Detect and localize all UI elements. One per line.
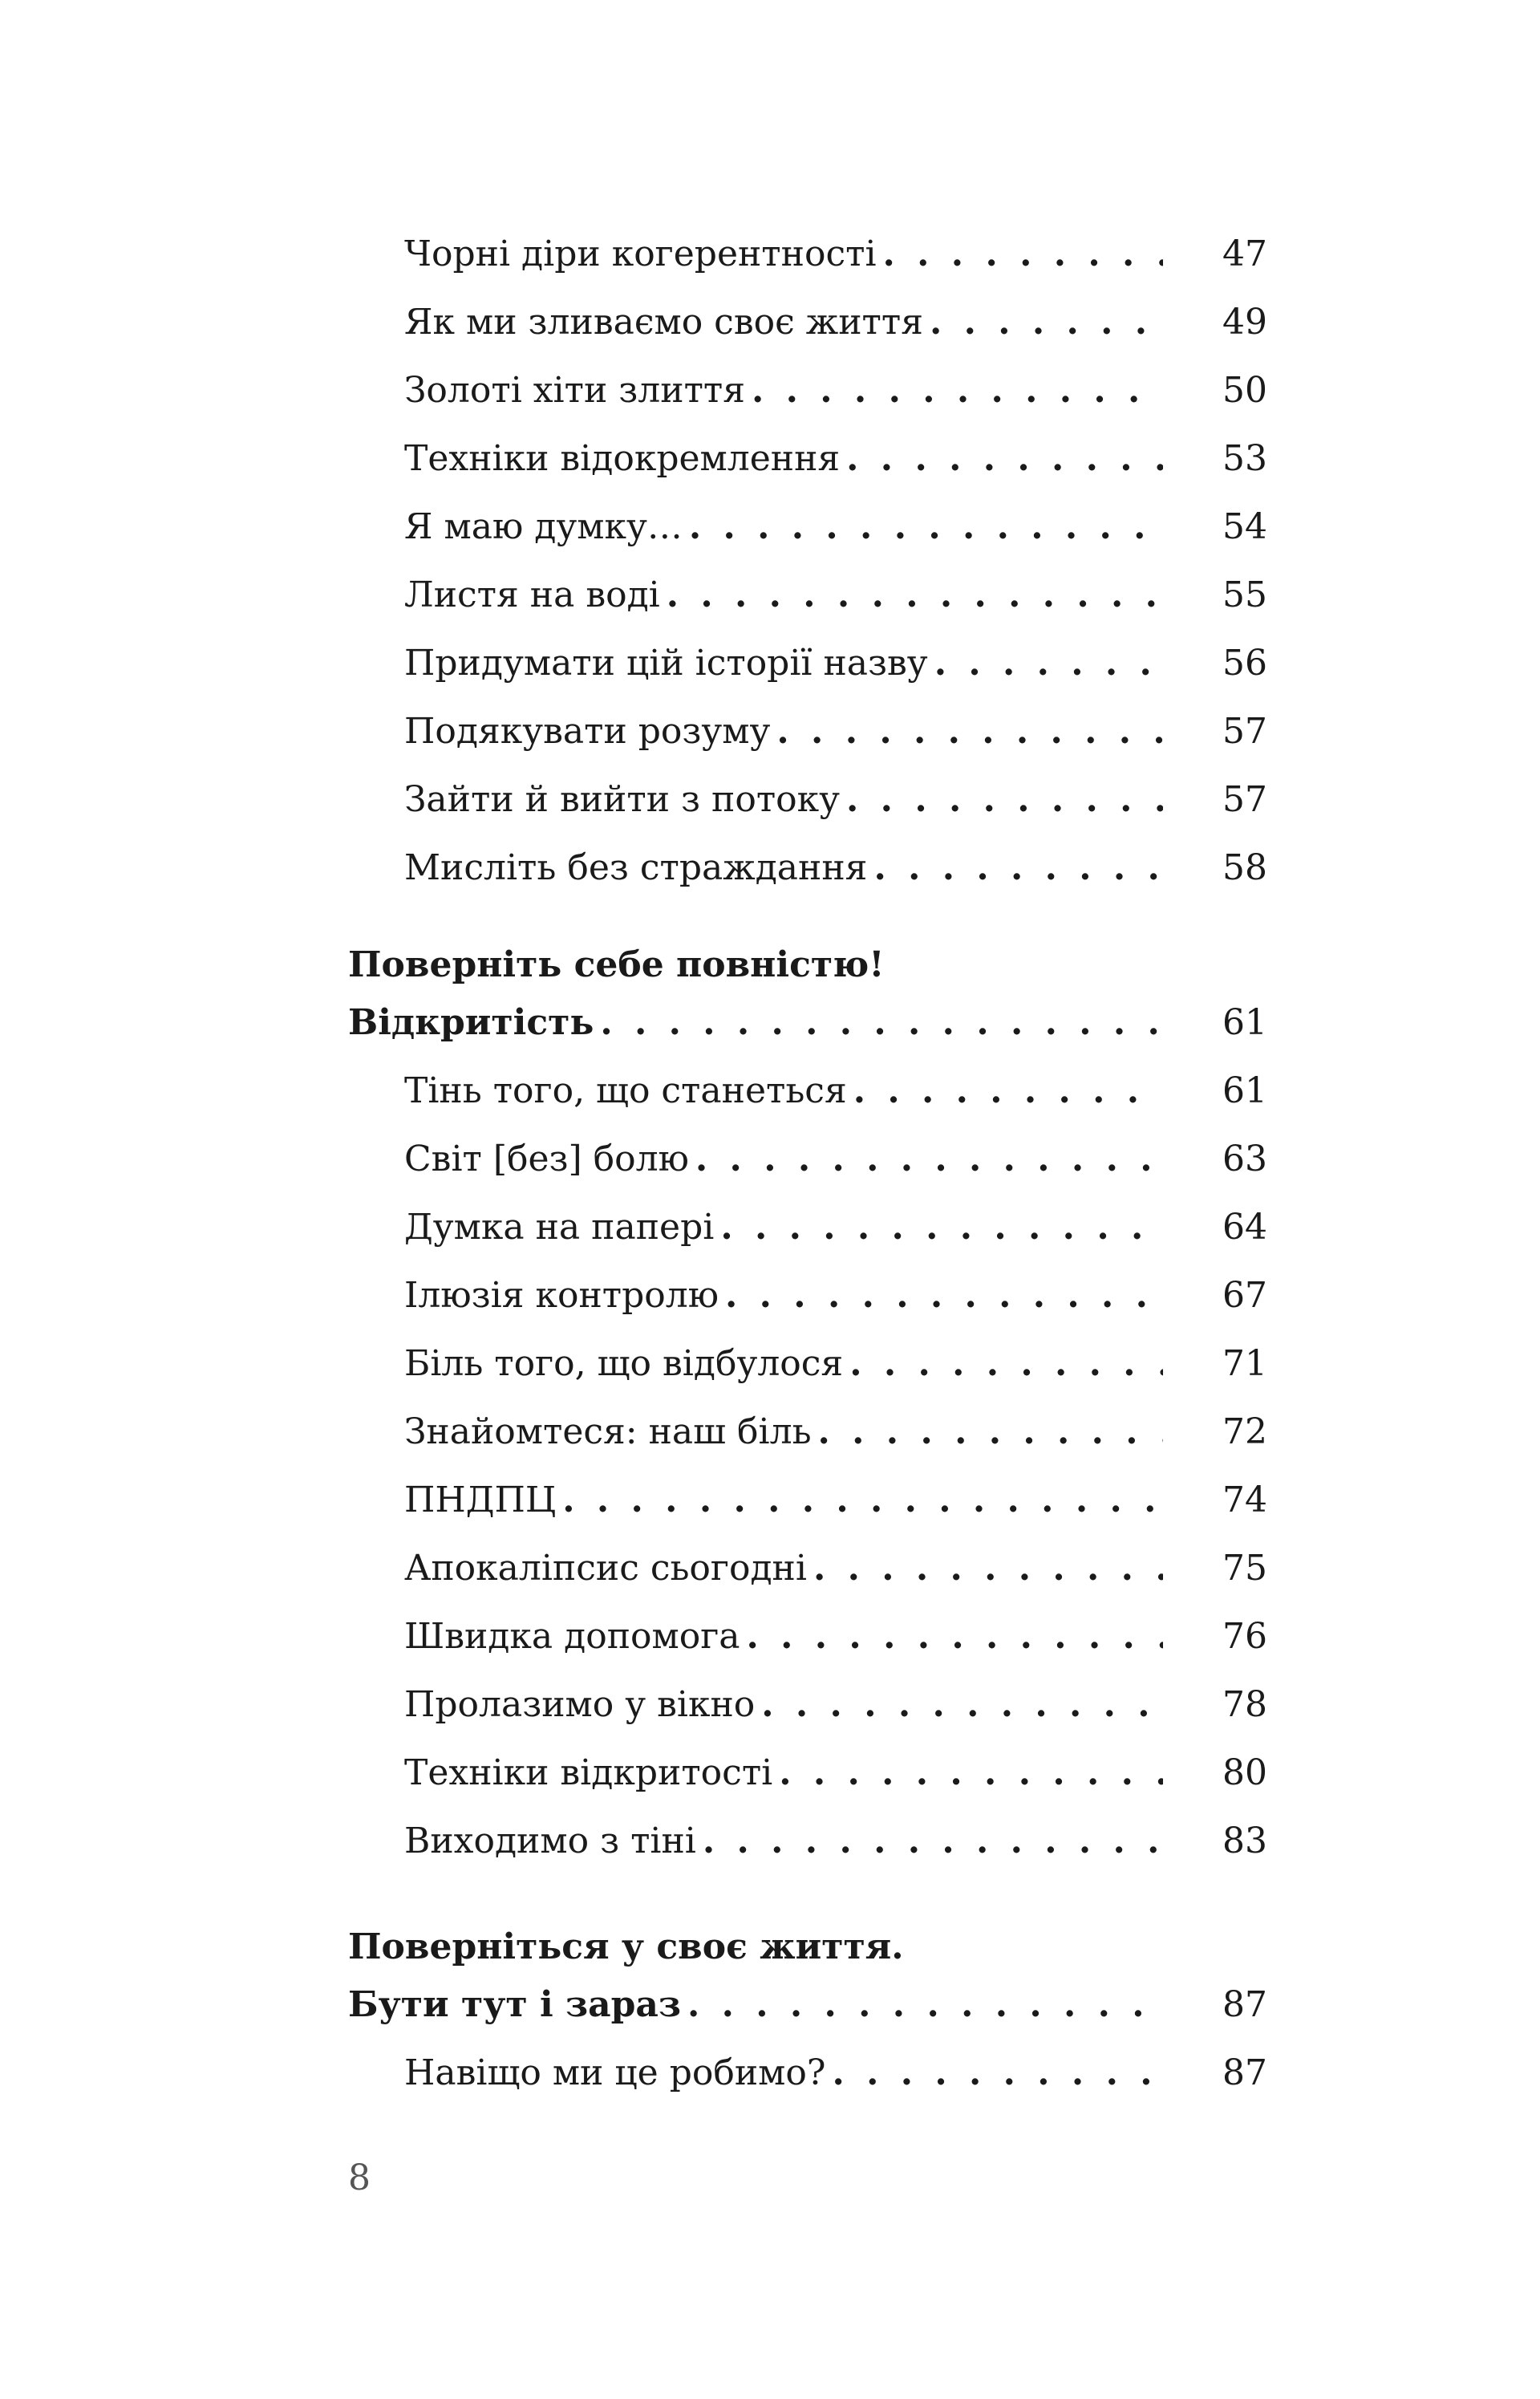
toc-section-title: Бути тут і зараз bbox=[348, 1984, 681, 2025]
toc-section-page: 61 bbox=[1222, 1002, 1267, 1043]
toc-entry bbox=[404, 294, 1267, 351]
toc-entry-title: Золоті хіти злиття bbox=[404, 370, 746, 411]
toc-entry-title: Зайти й вийти з потоку bbox=[404, 779, 841, 820]
toc-leader-dots bbox=[761, 1677, 1163, 1733]
toc-entry bbox=[404, 226, 1267, 282]
section-heading: Поверніть себе повністю! bbox=[348, 944, 885, 985]
page-number: 8 bbox=[348, 2157, 371, 2198]
toc-entry bbox=[404, 1131, 1267, 1187]
toc-entry-page: 71 bbox=[1222, 1343, 1267, 1384]
toc-entry-title: ПНДПЦ bbox=[404, 1480, 557, 1520]
toc-leader-dots bbox=[873, 840, 1163, 896]
toc-entry-page: 53 bbox=[1222, 438, 1267, 479]
toc-entry bbox=[404, 1404, 1267, 1460]
toc-entry-page: 78 bbox=[1222, 1684, 1267, 1725]
toc-entry-page: 47 bbox=[1222, 233, 1267, 274]
toc-entry-title: Навіщо ми це робимо? bbox=[404, 2052, 826, 2093]
toc-entry-title: Думка на папері bbox=[404, 1207, 715, 1248]
toc-entry bbox=[404, 499, 1267, 555]
toc-entry bbox=[404, 567, 1267, 623]
toc-entry-title: Техніки відкритості bbox=[404, 1752, 773, 1793]
toc-section-title: Відкритість bbox=[348, 1002, 594, 1043]
toc-entry-title: Листя на воді bbox=[404, 574, 660, 615]
toc-entry-title: Я маю думку… bbox=[404, 506, 683, 547]
toc-leader-dots bbox=[720, 1200, 1163, 1256]
toc-entry-title: Чорні діри когерентності bbox=[404, 233, 877, 274]
toc-entry bbox=[404, 1813, 1267, 1869]
toc-entry-page: 57 bbox=[1222, 779, 1267, 820]
toc-leader-dots bbox=[813, 1540, 1163, 1597]
toc-entry-title: Знайомтеся: наш біль bbox=[404, 1411, 812, 1452]
toc-entry-title: Світ [без] болю bbox=[404, 1139, 689, 1179]
toc-section-entry bbox=[348, 995, 1267, 1051]
toc-leader-dots bbox=[667, 567, 1163, 623]
toc-entry bbox=[404, 635, 1267, 692]
toc-entry-page: 61 bbox=[1222, 1070, 1267, 1111]
toc-leader-dots bbox=[846, 772, 1163, 828]
toc-entry-page: 56 bbox=[1222, 643, 1267, 684]
toc-entry-page: 87 bbox=[1222, 2052, 1267, 2093]
toc-entry-title: Подякувати розуму bbox=[404, 711, 771, 752]
toc-entry-title: Придумати цій історії назву bbox=[404, 643, 928, 684]
toc-entry-page: 76 bbox=[1222, 1616, 1267, 1657]
toc-entry-page: 83 bbox=[1222, 1821, 1267, 1861]
toc-entry bbox=[404, 363, 1267, 419]
toc-leader-dots bbox=[779, 1745, 1163, 1801]
toc-leader-dots bbox=[776, 704, 1163, 760]
toc-entry-page: 49 bbox=[1222, 302, 1267, 343]
toc-entry-title: Мисліть без страждання bbox=[404, 847, 868, 888]
toc-leader-dots bbox=[818, 1404, 1163, 1460]
toc-entry bbox=[404, 1200, 1267, 1256]
toc-entry-page: 57 bbox=[1222, 711, 1267, 752]
toc-section-page: 87 bbox=[1222, 1984, 1267, 2025]
toc-entry-title: Ілюзія контролю bbox=[404, 1275, 719, 1316]
toc-entry bbox=[404, 772, 1267, 828]
toc-entry bbox=[404, 1063, 1267, 1119]
toc-entry bbox=[404, 1609, 1267, 1665]
toc-leader-dots bbox=[846, 431, 1163, 487]
toc-entry-page: 58 bbox=[1222, 847, 1267, 888]
toc-entry-page: 80 bbox=[1222, 1752, 1267, 1793]
toc-entry bbox=[404, 1336, 1267, 1392]
toc-entry-title: Пролазимо у вікно bbox=[404, 1684, 756, 1725]
toc-leader-dots bbox=[752, 363, 1163, 419]
toc-leader-dots bbox=[725, 1268, 1163, 1324]
toc-entry-page: 54 bbox=[1222, 506, 1267, 547]
toc-leader-dots bbox=[695, 1131, 1163, 1187]
toc-leader-dots bbox=[689, 499, 1163, 555]
toc-entry bbox=[404, 1540, 1267, 1597]
toc-entry-page: 50 bbox=[1222, 370, 1267, 411]
toc-entry bbox=[404, 1677, 1267, 1733]
toc-leader-dots bbox=[562, 1472, 1163, 1528]
toc-entry-page: 67 bbox=[1222, 1275, 1267, 1316]
toc-entry bbox=[404, 1268, 1267, 1324]
toc-leader-dots bbox=[832, 2045, 1163, 2101]
toc-leader-dots bbox=[930, 294, 1163, 351]
toc-entry-title: Апокаліпсис сьогодні bbox=[404, 1548, 807, 1589]
toc-leader-dots bbox=[703, 1813, 1163, 1869]
toc-entry-title: Виходимо з тіні bbox=[404, 1821, 696, 1861]
toc-entry bbox=[404, 704, 1267, 760]
toc-leader-dots bbox=[747, 1609, 1163, 1665]
toc-leader-dots bbox=[687, 1977, 1163, 2033]
toc-entry-title: Техніки відокремлення bbox=[404, 438, 841, 479]
toc-entry bbox=[404, 431, 1267, 487]
toc-entry-page: 72 bbox=[1222, 1411, 1267, 1452]
toc-entry bbox=[404, 2045, 1267, 2101]
toc-leader-dots bbox=[934, 635, 1163, 692]
toc-leader-dots bbox=[849, 1336, 1163, 1392]
toc-section-entry bbox=[348, 1977, 1267, 2033]
toc-leader-dots bbox=[883, 226, 1163, 282]
section-heading: Поверніться у своє життя. bbox=[348, 1926, 904, 1967]
toc-entry-page: 63 bbox=[1222, 1139, 1267, 1179]
toc-entry bbox=[404, 1745, 1267, 1801]
toc-entry-page: 55 bbox=[1222, 574, 1267, 615]
toc-entry bbox=[404, 1472, 1267, 1528]
toc-entry-title: Як ми зливаємо своє життя bbox=[404, 302, 923, 343]
toc-entry-title: Тінь того, що станеться bbox=[404, 1070, 847, 1111]
toc-leader-dots bbox=[600, 995, 1163, 1051]
toc-entry-page: 75 bbox=[1222, 1548, 1267, 1589]
toc-entry-title: Швидка допомога bbox=[404, 1616, 740, 1657]
toc-entry-page: 74 bbox=[1222, 1480, 1267, 1520]
toc-entry-page: 64 bbox=[1222, 1207, 1267, 1248]
toc-leader-dots bbox=[853, 1063, 1163, 1119]
toc-entry-title: Біль того, що відбулося bbox=[404, 1343, 844, 1384]
toc-entry bbox=[404, 840, 1267, 896]
